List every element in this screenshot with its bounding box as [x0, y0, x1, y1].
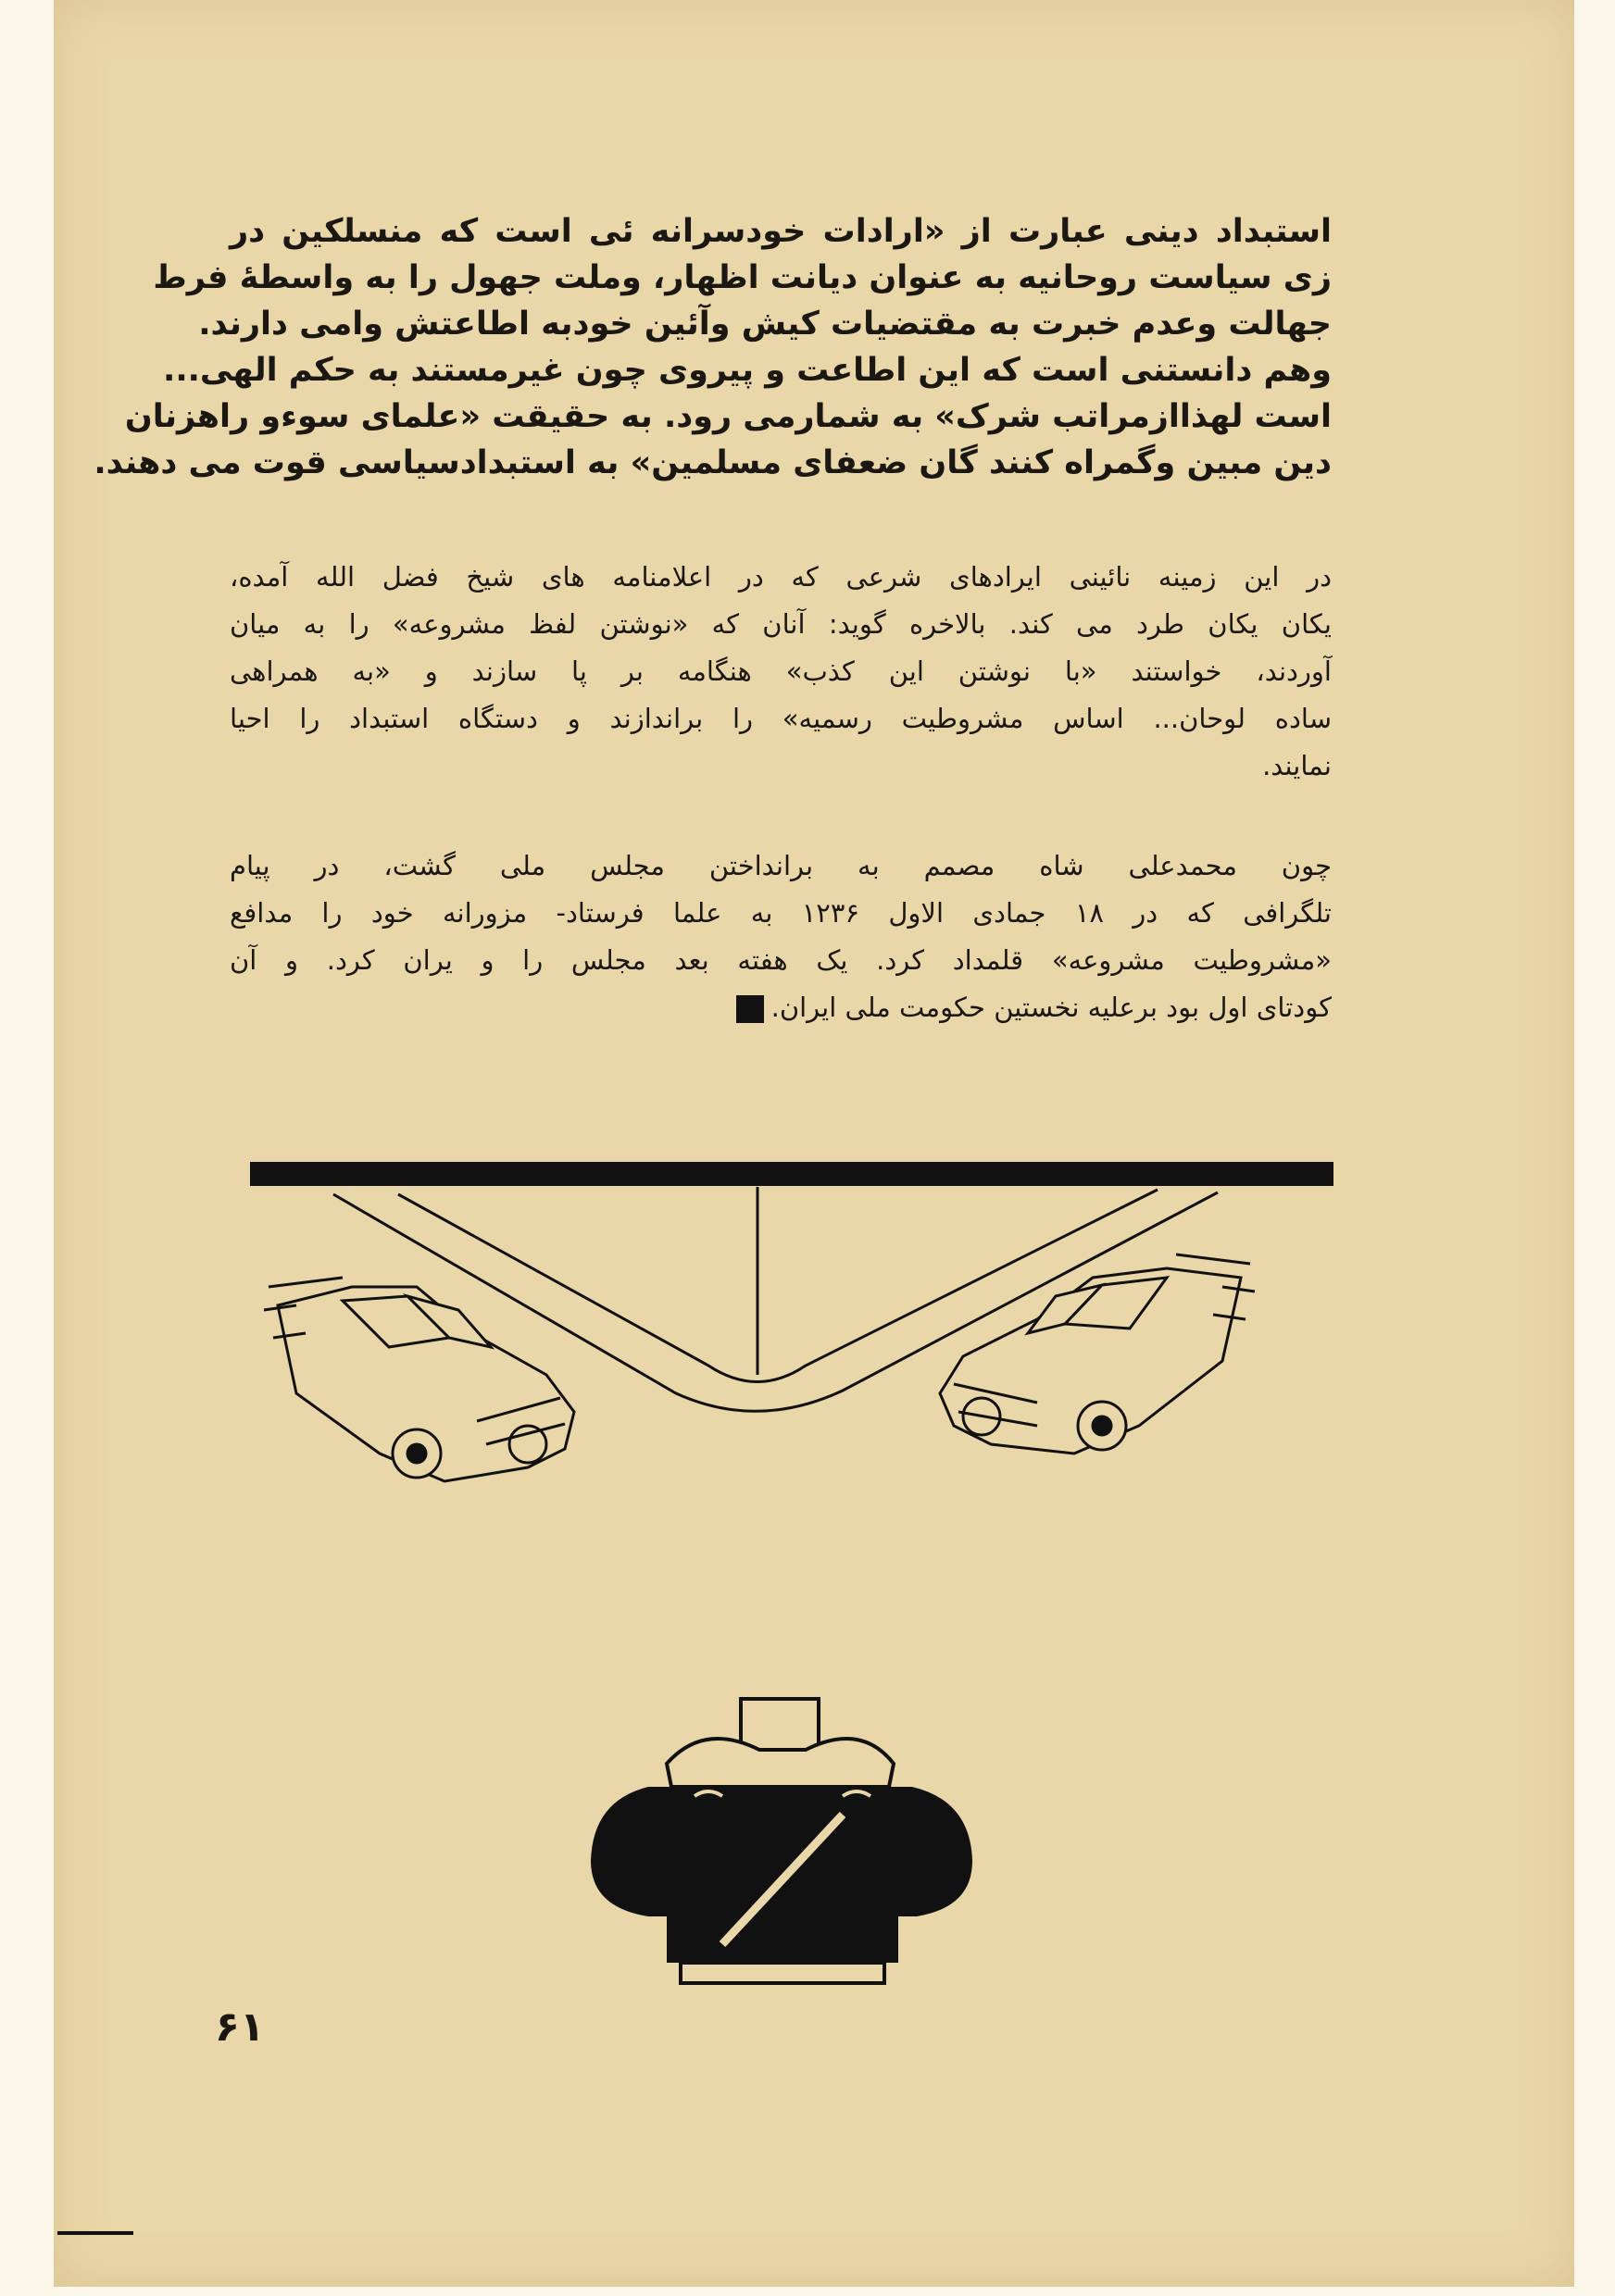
text-line: استبداد دینی عبارت از «ارادات خودسرانه ئی است که منسلکین در: [230, 213, 1332, 250]
paragraph-coup: [230, 842, 1332, 1031]
text-line: چون محمدعلی شاه مصمم به برانداختن مجلس ملی گشت، در پیام: [230, 850, 1332, 881]
end-mark-icon: [736, 995, 764, 1023]
soldier-torso-icon: [591, 1699, 972, 1983]
text-line: «مشروطیت مشروعه» قلمداد کرد. یک هفته بعد مجلس را و یران کرد. و آن: [230, 944, 1332, 976]
illustration-road-cars: [241, 1148, 1352, 1981]
text-line: تلگرافی که در ۱۸ جمادی الاول ۱۲۳۶ به علما فرستاد- مزورانه خود را مدافع: [230, 897, 1332, 929]
text-line: نمایند.: [1262, 750, 1332, 781]
text-line: جهالت وعدم خبرت به مقتضیات کیش وآئین خودبه اطاعتش وامی دارند.: [198, 306, 1332, 343]
text-line: وهم دانستنی است که این اطاعت و پیروی چون غیرمستند به حکم الهی...: [163, 352, 1332, 389]
road-bar: [250, 1162, 1333, 1186]
text-line: در این زمینه نائینی ایرادهای شرعی که در اعلامنامه های شیخ فضل الله آمده،: [230, 561, 1332, 593]
car-right-icon: [940, 1254, 1255, 1454]
text-line-final: [230, 984, 1332, 1031]
text-line: زی سیاست روحانیه به عنوان دیانت اظهار، وملت جهول را به واسطهٔ فرط: [153, 259, 1332, 296]
paragraph-naini: [230, 554, 1332, 790]
text-line: یکان یکان طرد می کند. بالاخره گوید: آنان که «نوشتن لفظ مشروعه» را به میان: [230, 608, 1332, 640]
text-line: آوردند، خواستند «با نوشتن این کذب» هنگامه بر پا سازند و «به همراهی: [230, 655, 1332, 687]
edge-mark: [57, 2231, 133, 2235]
page-number: ۶۱: [215, 2003, 265, 2051]
paragraph-definition: [94, 208, 1332, 486]
text-line: ساده لوحان... اساس مشروطیت رسمیه» را براندازند و دستگاه استبداد را احیا: [230, 703, 1332, 734]
text-line: دین مبین وگمراه کنند گان ضعفای مسلمین» به استبدادسیاسی قوت می دهند.: [94, 444, 1332, 481]
text-line: است لهذاازمراتب شرک» به شمارمی رود. به حقیقت «علمای سوءو راهزنان: [124, 398, 1332, 435]
text-line: کودتای اول بود برعلیه نخستین حکومت ملی ایران.: [770, 992, 1332, 1023]
